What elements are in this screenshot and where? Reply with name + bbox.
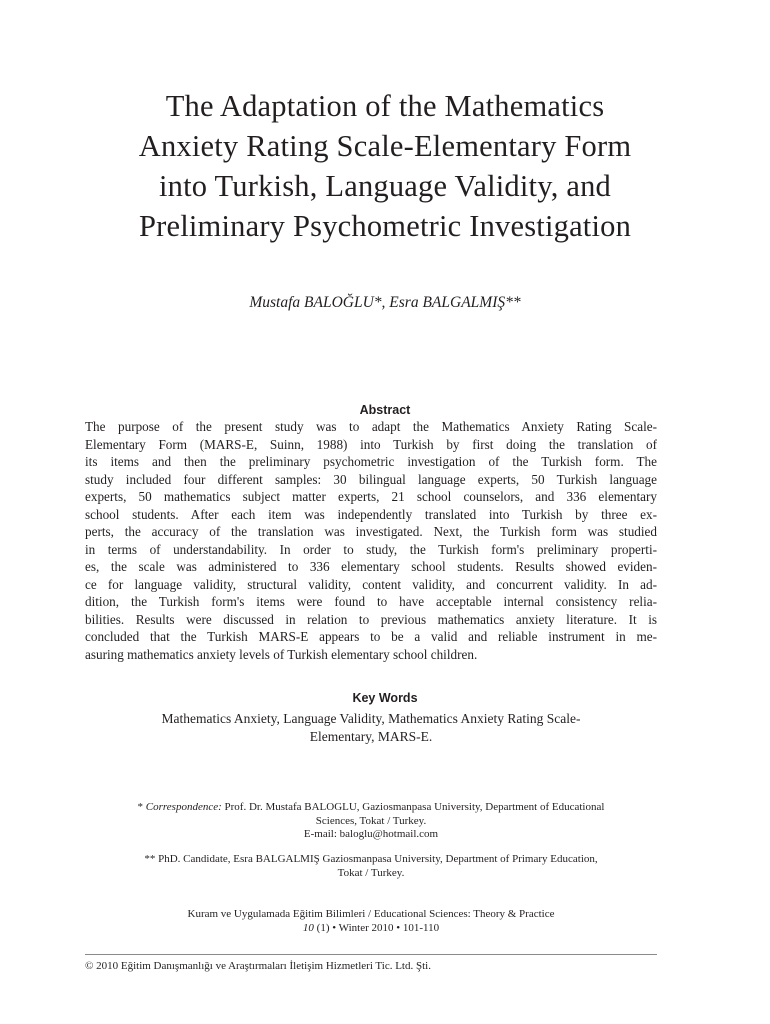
abstract-body <box>85 418 657 663</box>
abstract-line: es, the scale was administered to 336 elementary school students. Results showed eviden- <box>85 559 657 574</box>
title-line: into Turkish, Language Validity, and <box>159 169 611 203</box>
second-author-footnote <box>85 853 657 880</box>
footnote-line: ** PhD. Candidate, Esra BALGALMIŞ Gaziosmanpasa University, Department of Primary Education, <box>144 853 598 865</box>
abstract-line: its items and then the preliminary psychometric investigation of the Turkish form. The <box>85 454 657 469</box>
abstract-heading: Abstract <box>359 403 411 417</box>
keywords-heading: Key Words <box>352 691 418 705</box>
footer-divider <box>85 954 657 955</box>
footnote-email: E-mail: baloglu@hotmail.com <box>303 828 439 840</box>
journal-volume: 10 <box>302 922 314 934</box>
correspondence-footnote <box>85 801 657 842</box>
title-line: Anxiety Rating Scale-Elementary Form <box>138 129 632 163</box>
footnote-line: Tokat / Turkey. <box>337 866 405 879</box>
abstract-line: asuring mathematics anxiety levels of Turkish elementary school children. <box>85 646 478 662</box>
footnote-line: Sciences, Tokat / Turkey. <box>315 814 427 827</box>
abstract-line: ce for language validity, structural validity, content validity, and concurrent validity. In ad- <box>85 576 657 592</box>
abstract-line: school students. After each item was independently translated into Turkish by three ex- <box>85 506 657 522</box>
keywords-list <box>85 710 657 746</box>
title-line: Preliminary Psychometric Investigation <box>138 209 632 243</box>
journal-citation <box>85 907 657 935</box>
abstract-line: concluded that the Turkish MARS-E appears to be a valid and reliable instrument in me- <box>85 629 657 644</box>
journal-issue-details: (1) • Winter 2010 • 101-110 <box>313 922 440 934</box>
article-title <box>60 86 710 246</box>
footnote-line <box>85 801 657 815</box>
abstract-line: Elementary Form (MARS-E, Suinn, 1988) into Turkish by first doing the translation of <box>85 436 657 452</box>
keywords-line: Mathematics Anxiety, Language Validity, Mathematics Anxiety Rating Scale- <box>161 711 581 726</box>
footnote-marker: * <box>137 801 146 813</box>
copyright-notice: © 2010 Eğitim Danışmanlığı ve Araştırmaları İletişim Hizmetleri Tic. Ltd. Şti. <box>85 960 431 972</box>
title-line: The Adaptation of the Mathematics <box>165 89 605 123</box>
abstract-line: dition, the Turkish form's items were found to have acceptable internal consistency relia- <box>85 594 657 609</box>
author-list: Mustafa BALOĞLU*, Esra BALGALMIŞ** <box>249 294 521 311</box>
abstract-line: experts, 50 mathematics subject matter experts, 21 school counselors, and 336 elementary <box>85 489 657 504</box>
abstract-line: The purpose of the present study was to adapt the Mathematics Anxiety Rating Scale- <box>85 419 657 434</box>
keywords-line: Elementary, MARS-E. <box>309 729 433 744</box>
footnote-text: Prof. Dr. Mustafa BALOGLU, Gaziosmanpasa University, Department of Educational <box>221 801 605 813</box>
abstract-line: study included four different samples: 30 bilingual language experts, 50 Turkish language <box>85 471 657 487</box>
abstract-line: in terms of understandability. In order to study, the Turkish form's preliminary properti- <box>85 541 657 557</box>
journal-issue <box>85 921 657 935</box>
correspondence-label: Correspondence: <box>145 801 222 813</box>
abstract-line: bilities. Results were discussed in relation to previous mathematics anxiety literature. It is <box>85 611 657 627</box>
abstract-line: perts, the accuracy of the translation was investigated. Next, the Turkish form was studied <box>85 524 657 539</box>
journal-name: Kuram ve Uygulamada Eğitim Bilimleri / Educational Sciences: Theory & Practice <box>187 908 555 920</box>
